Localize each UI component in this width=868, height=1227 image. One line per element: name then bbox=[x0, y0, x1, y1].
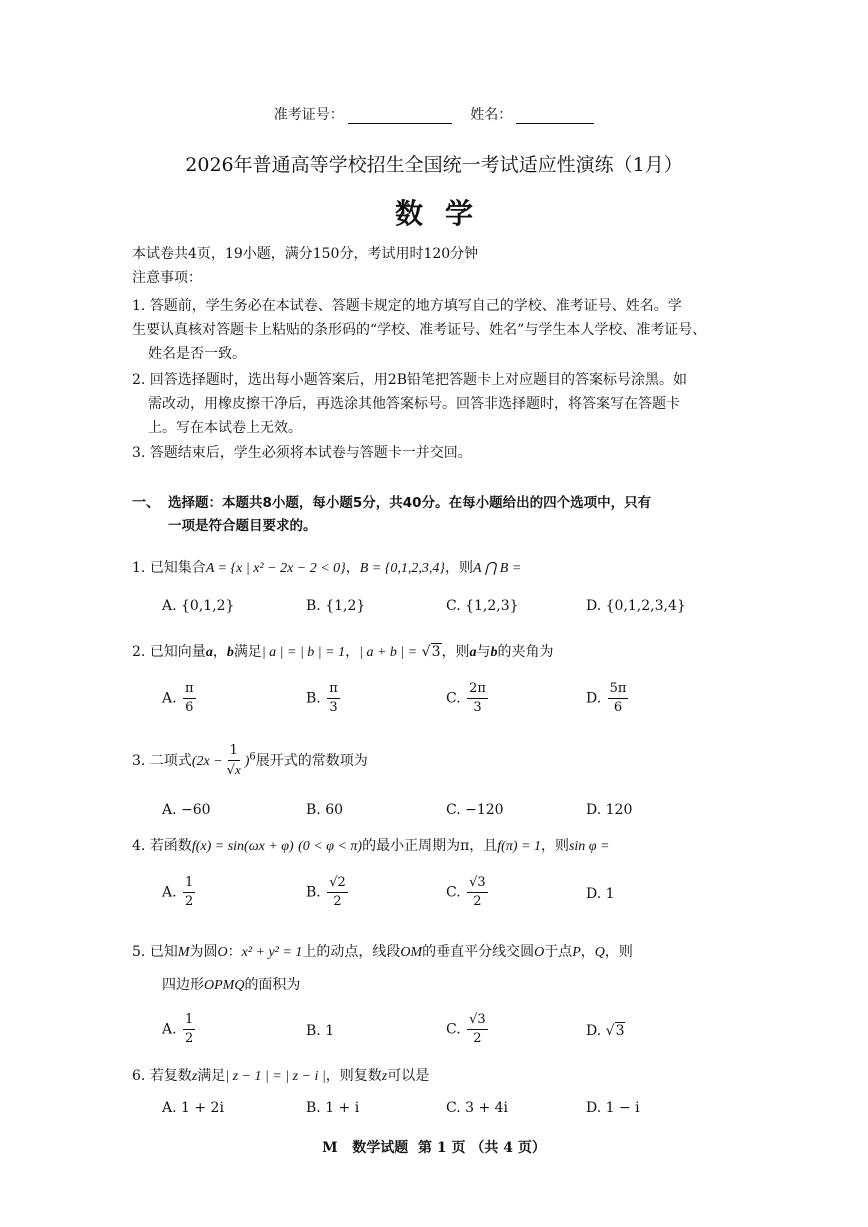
math-expr: O bbox=[534, 945, 545, 960]
question-text: 已知 bbox=[149, 944, 178, 960]
option-d: D. √3 bbox=[586, 1023, 625, 1039]
question-text: ，则 bbox=[604, 944, 633, 960]
math-expr: ) bbox=[244, 754, 250, 769]
notes-title: 注意事项： bbox=[132, 270, 202, 286]
note-line: 2. 回答选择题时，选出每小题答案后，用2B铅笔把答题卡上对应题目的答案标号涂黑。如 bbox=[132, 372, 688, 388]
exam-title: 2026年普通高等学校招生全国统一考试适应性演练（1月） bbox=[185, 154, 683, 176]
note-line: 姓名是否一致。 bbox=[148, 346, 246, 362]
option-b: B. {1,2} bbox=[306, 598, 366, 614]
note-line: 1. 答题前，学生务必在本试卷、答题卡规定的地方填写自己的学校、准考证号、姓名。学 bbox=[132, 298, 682, 314]
question-text: ， bbox=[345, 644, 360, 660]
option-d: D. $\frac{5\pi}{6}$ bbox=[586, 681, 627, 715]
name-blank bbox=[516, 109, 594, 124]
math-expr: | a | = | b | = 1 bbox=[261, 645, 346, 660]
math-expr: sin φ = bbox=[568, 839, 610, 854]
question-text: 上的动点，线段 bbox=[302, 944, 401, 960]
question-text: 已知集合 bbox=[149, 560, 206, 576]
question-text: ，则 bbox=[445, 560, 473, 576]
math-expr: x² + y² = 1 bbox=[241, 945, 303, 960]
math-expr: A = {x | x² − 2x − 2 < 0} bbox=[205, 561, 346, 576]
question-text: 于点 bbox=[544, 944, 573, 960]
option-c: C. $\frac{2\pi}{3}$ bbox=[446, 681, 486, 715]
option-d: D. 120 bbox=[586, 802, 633, 818]
math-expr: OPMQ bbox=[204, 978, 245, 993]
question-number: 6. bbox=[132, 1068, 146, 1084]
sqrt-expr: √3 bbox=[421, 644, 441, 660]
math-expr: (0 < φ < π) bbox=[298, 839, 363, 854]
question-number: 5. bbox=[132, 944, 146, 960]
section-heading-line2: 一项是符合题目要求的。 bbox=[168, 518, 317, 534]
math-expr: f(x) = sin(ωx + φ) bbox=[191, 839, 294, 854]
question-text: ， bbox=[580, 944, 595, 960]
question-number: 2. bbox=[132, 644, 146, 660]
option-b: B. 60 bbox=[306, 802, 344, 818]
note-line: 生要认真核对答题卡上粘贴的条形码的“学校、准考证号、姓名”与学生本人学校、准考证号、 bbox=[132, 322, 707, 338]
math-expr: P bbox=[572, 945, 581, 960]
name-label: 姓名： bbox=[470, 107, 513, 123]
question-text: 的垂直平分线交圆 bbox=[422, 944, 535, 960]
option-b: B. 1 + i bbox=[306, 1100, 360, 1116]
option-a: A. −60 bbox=[162, 802, 211, 818]
option-b: B. $\frac{√2}{2}$ bbox=[306, 875, 346, 909]
math-expr: (2x − bbox=[191, 754, 223, 769]
question-text: 若复数 bbox=[149, 1068, 192, 1084]
candidate-header bbox=[0, 104, 868, 124]
math-expr: f(π) = 1 bbox=[497, 839, 541, 854]
math-expr: z bbox=[381, 1069, 388, 1084]
vector-a: a bbox=[469, 645, 477, 660]
question-4 bbox=[132, 834, 610, 859]
note-line: 上。写在本试卷上无效。 bbox=[148, 420, 302, 436]
question-text: 为圆 bbox=[189, 944, 218, 960]
exam-id-blank bbox=[348, 109, 452, 124]
question-text: 满足 bbox=[233, 644, 262, 660]
math-expr: M bbox=[177, 945, 190, 960]
question-2 bbox=[132, 640, 554, 665]
subject-title: 数学 bbox=[394, 197, 495, 230]
question-text: 二项式 bbox=[149, 753, 192, 769]
note-line: 3. 答题结束后，学生必须将本试卷与答题卡一并交回。 bbox=[132, 445, 472, 461]
option-b: B. $\frac{\pi}{3}$ bbox=[306, 681, 338, 715]
question-text: 四边形 bbox=[162, 977, 204, 993]
section-heading-line1: 选择题：本题共8小题，每小题5分，共40分。在每小题给出的四个选项中，只有 bbox=[168, 495, 652, 511]
fraction: $\frac{1}{√x}$ bbox=[226, 743, 241, 778]
math-expr: OM bbox=[400, 945, 423, 960]
question-text: 若函数 bbox=[149, 838, 192, 854]
option-a: A. $\frac{1}{2}$ bbox=[162, 875, 194, 909]
math-expr: π bbox=[460, 838, 470, 854]
option-b: B. 1 bbox=[306, 1023, 335, 1039]
question-text: ， bbox=[212, 644, 227, 660]
page-footer: M 数学试题 第 1 页 （共 4 页） bbox=[322, 1140, 546, 1156]
math-expr: O bbox=[217, 945, 228, 960]
option-c: C. {1,2,3} bbox=[446, 598, 519, 614]
math-expr: Q bbox=[594, 945, 605, 960]
note-line: 需改动，用橡皮擦干净后，再选涂其他答案标号。回答非选择题时，将答案写在答题卡 bbox=[148, 396, 680, 412]
exponent: 6 bbox=[249, 751, 256, 763]
question-text: 的最小正周期为 bbox=[362, 838, 461, 854]
vector-a: a bbox=[205, 645, 213, 660]
question-text: 可以是 bbox=[387, 1068, 430, 1084]
option-a: A. 1 + 2i bbox=[162, 1100, 224, 1116]
math-expr: z bbox=[191, 1069, 198, 1084]
question-5-line2 bbox=[162, 973, 300, 998]
option-d: D. {0,1,2,3,4} bbox=[586, 598, 686, 614]
option-c: C. $\frac{√3}{2}$ bbox=[446, 875, 486, 909]
question-text: 满足 bbox=[197, 1068, 226, 1084]
math-expr: A ⋂ B = bbox=[473, 561, 522, 576]
math-expr: | a + b | = bbox=[359, 645, 418, 660]
question-6 bbox=[132, 1064, 429, 1089]
question-text: 展开式的常数项为 bbox=[255, 753, 368, 769]
question-3 bbox=[132, 742, 368, 780]
question-text: ， bbox=[345, 560, 360, 576]
question-text: ，则复数 bbox=[325, 1068, 382, 1084]
question-text: 的面积为 bbox=[244, 977, 301, 993]
exam-intro: 本试卷共4页，19小题，满分150分，考试用时120分钟 bbox=[132, 246, 479, 262]
vector-b: b bbox=[490, 645, 498, 660]
option-c: C. $\frac{√3}{2}$ bbox=[446, 1012, 486, 1046]
section-number: 一、 bbox=[132, 495, 160, 511]
option-c: C. 3 + 4i bbox=[446, 1100, 509, 1116]
math-expr: B = {0,1,2,3,4} bbox=[359, 561, 445, 576]
option-d: D. 1 − i bbox=[586, 1100, 640, 1116]
question-number: 3. bbox=[132, 753, 146, 769]
question-number: 1. bbox=[132, 560, 146, 576]
question-text: 已知向量 bbox=[149, 644, 206, 660]
option-a: A. $\frac{\pi}{6}$ bbox=[162, 681, 194, 715]
question-1 bbox=[132, 556, 521, 581]
exam-id-label: 准考证号： bbox=[273, 107, 344, 123]
question-5 bbox=[132, 940, 633, 965]
question-text: ，则 bbox=[441, 644, 470, 660]
math-expr: | z − 1 | = | z − i | bbox=[225, 1069, 326, 1084]
question-text: ： bbox=[227, 944, 242, 960]
question-text: 与 bbox=[476, 644, 491, 660]
question-number: 4. bbox=[132, 838, 146, 854]
vector-b: b bbox=[226, 645, 234, 660]
question-text: ，则 bbox=[540, 838, 569, 854]
option-c: C. −120 bbox=[446, 802, 504, 818]
question-text: 的夹角为 bbox=[497, 644, 554, 660]
option-a: A. {0,1,2} bbox=[162, 598, 235, 614]
question-text: ，且 bbox=[469, 838, 498, 854]
option-a: A. $\frac{1}{2}$ bbox=[162, 1012, 194, 1046]
option-d: D. 1 bbox=[586, 886, 615, 902]
